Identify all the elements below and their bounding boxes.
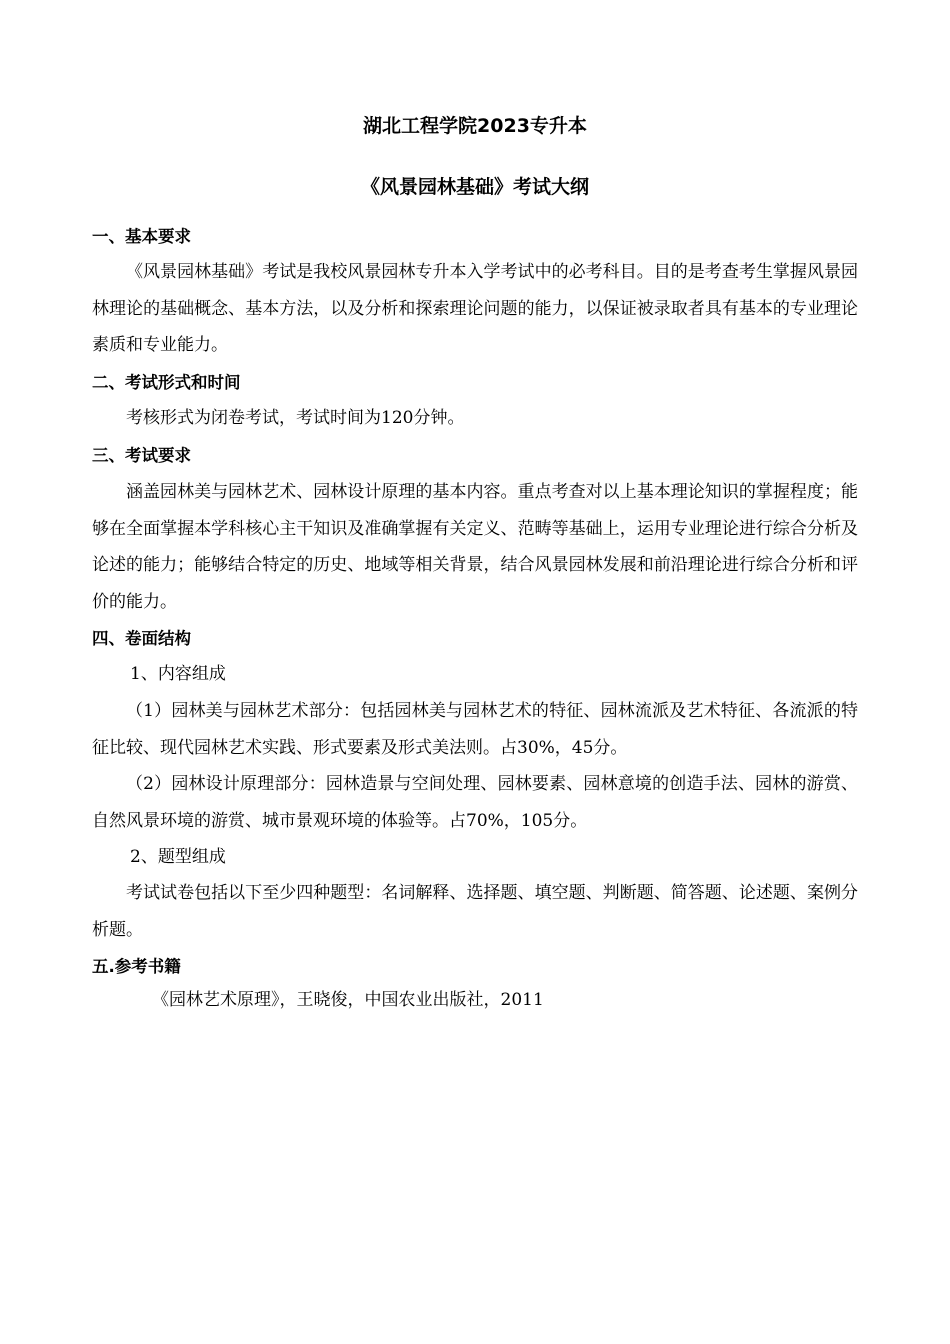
section-heading-paper-structure: 四、卷面结构 — [92, 629, 191, 648]
paragraph-exam-format: 考核形式为闭卷考试，考试时间为120分钟。 — [126, 408, 465, 428]
paragraph-exam-requirements: 涵盖园林美与园林艺术、园林设计原理的基本内容。重点考查对以上基本理论知识的掌握程度；能够在全面掌握本学科核心主干知识及准确掌握有关定义、范畴等基础上，运用专业理论进行综合分析及论述的能力；能够结合特定的历史、地域等相关背景，结合风景园林发展和前沿理论进行综合分析和评价的能力。 — [92, 482, 858, 612]
reference-entry: 《园林艺术原理》，王晓俊，中国农业出版社，2011 — [152, 990, 544, 1010]
paragraph-item-design-principles: （2）园林设计原理部分：园林造景与空间处理、园林要素、园林意境的创造手法、园林的游赏、自然风景环境的游赏、城市景观环境的体验等。占70%，105分。 — [92, 774, 858, 831]
section-heading-references: 五.参考书籍 — [92, 957, 181, 976]
document-subtitle: 《风景园林基础》考试大纲 — [360, 176, 589, 198]
section-heading-basic-requirements: 一、基本要求 — [92, 227, 191, 246]
subheading-content-composition: 1、内容组成 — [130, 664, 226, 684]
section-heading-exam-requirements: 三、考试要求 — [92, 446, 191, 465]
paragraph-question-types: 考试试卷包括以下至少四种题型：名词解释、选择题、填空题、判断题、简答题、论述题、案例分析题。 — [92, 883, 858, 940]
section-heading-exam-format: 二、考试形式和时间 — [92, 373, 241, 392]
document-title: 湖北工程学院2023专升本 — [363, 115, 587, 137]
subheading-question-types: 2、题型组成 — [130, 847, 226, 867]
paragraph-basic-requirements: 《风景园林基础》考试是我校风景园林专升本入学考试中的必考科目。目的是考查考生掌握风景园林理论的基础概念、基本方法，以及分析和探索理论问题的能力，以保证被录取者具有基本的专业理论素质和专业能力。 — [92, 262, 858, 355]
paragraph-item-garden-art: （1）园林美与园林艺术部分：包括园林美与园林艺术的特征、园林流派及艺术特征、各流派的特征比较、现代园林艺术实践、形式要素及形式美法则。占30%，45分。 — [92, 701, 858, 758]
